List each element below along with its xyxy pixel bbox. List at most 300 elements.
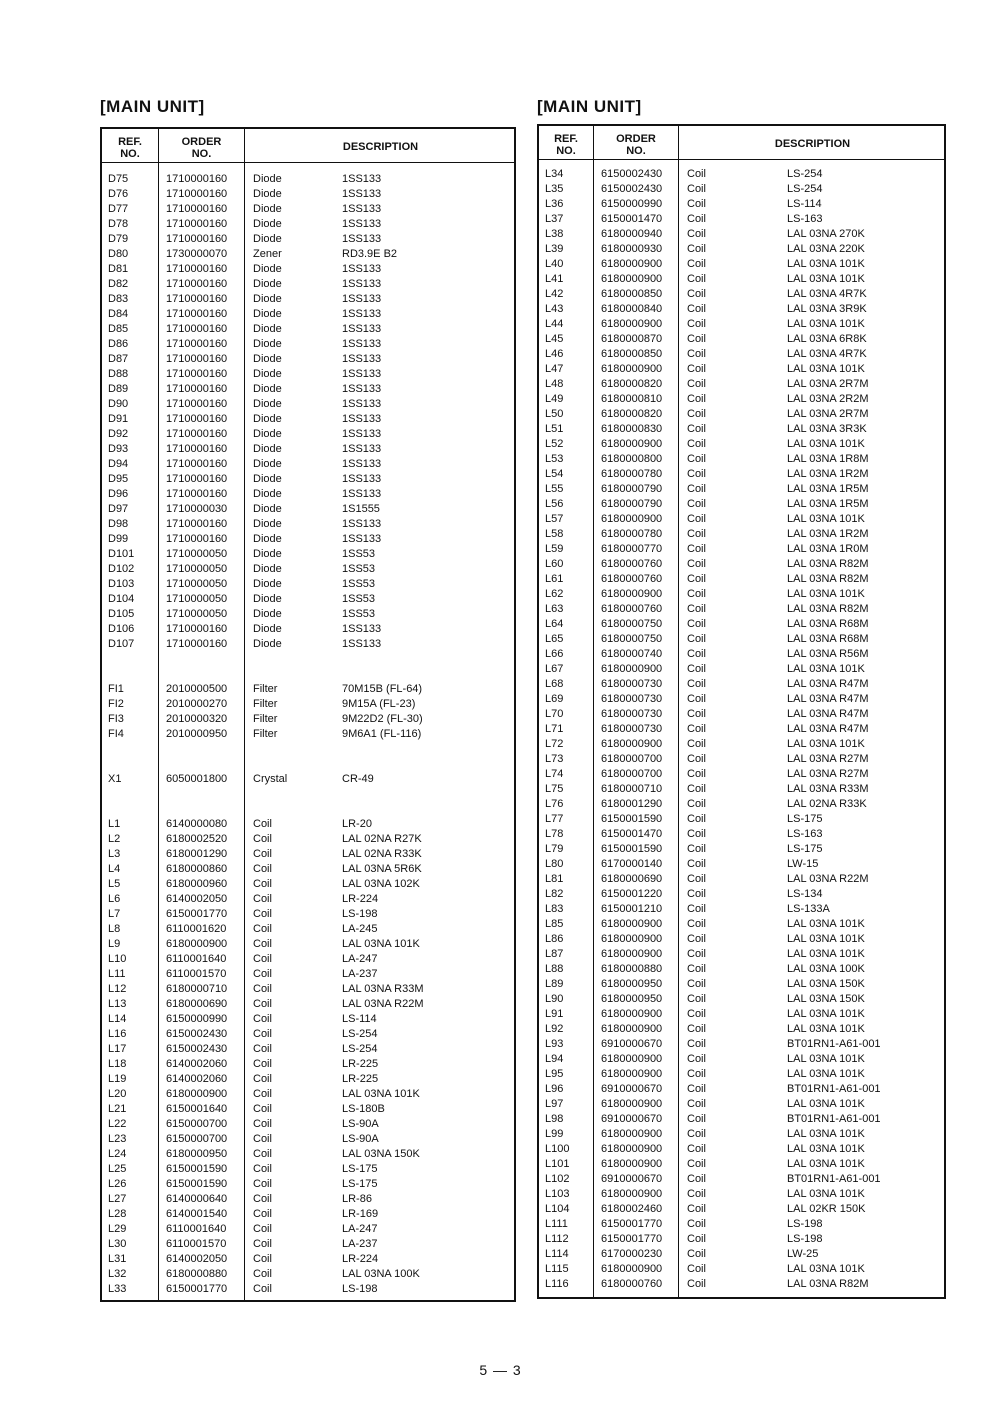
part-type-cell: Coil [687,843,706,855]
order-no-cell: 6180000950 [601,978,663,990]
table-row [539,1097,944,1112]
part-type-cell: Coil [253,1088,272,1100]
part-type-cell: Coil [687,513,706,525]
ref-cell: L58 [545,528,564,540]
part-type-cell: Coil [687,498,706,510]
table-row [539,497,944,512]
part-type-cell: Coil [687,1008,706,1020]
table-row [102,1192,514,1207]
part-type-cell: Filter [253,713,278,725]
ref-cell: FI4 [108,728,124,740]
part-value-cell: LAL 03NA R82M [787,1278,869,1290]
order-no-cell: 6150001470 [601,828,663,840]
ref-cell: L20 [108,1088,127,1100]
table-row [102,532,514,547]
part-value-cell: LAL 03NA 101K [787,1023,865,1035]
order-no-cell: 6150001640 [166,1103,228,1115]
ref-cell: D82 [108,278,129,290]
part-value-cell: LAL 03NA 4R7K [787,348,867,360]
part-type-cell: Coil [253,1013,272,1025]
table-row [539,392,944,407]
part-value-cell: LAL 03NA 2R7M [787,408,869,420]
ref-cell: D106 [108,623,135,635]
table-row [102,352,514,367]
table-row [539,1127,944,1142]
part-type-cell: Coil [687,1278,706,1290]
part-value-cell: 1SS53 [342,548,376,560]
ref-cell: L73 [545,753,564,765]
table-row [539,842,944,857]
ref-cell: D86 [108,338,129,350]
order-no-cell: 6110001640 [166,953,227,965]
table-row [539,452,944,467]
ref-cell: L71 [545,723,564,735]
part-value-cell: LAL 03NA 101K [342,938,420,950]
part-type-cell: Filter [253,728,278,740]
table-row [102,1117,514,1132]
part-value-cell: LAL 03NA R82M [787,558,869,570]
part-type-cell: Coil [253,908,272,920]
ref-cell: L48 [545,378,564,390]
table-row [102,1237,514,1252]
order-no-cell: 6150000990 [166,1013,228,1025]
ref-cell: L4 [108,863,121,875]
table-row [539,1262,944,1277]
table-row [539,302,944,317]
part-value-cell: BT01RN1-A61-001 [787,1173,881,1185]
part-value-cell: 1SS133 [342,323,382,335]
part-type-cell: Diode [253,308,282,320]
table-row [102,1072,514,1087]
ref-cell: L87 [545,948,564,960]
ref-cell: D92 [108,428,129,440]
part-type-cell: Coil [687,1203,706,1215]
ref-cell: L98 [545,1113,564,1125]
table-row [102,1027,514,1042]
ref-cell: L65 [545,633,564,645]
table-row [102,397,514,412]
ref-cell: L53 [545,453,564,465]
part-type-cell: Diode [253,218,282,230]
ref-cell: L66 [545,648,564,660]
order-no-cell: 6180000900 [601,663,663,675]
order-no-cell: 6180000880 [166,1268,228,1280]
ref-cell: L79 [545,843,564,855]
table-row [539,722,944,737]
part-type-cell: Coil [687,438,706,450]
ref-cell: D105 [108,608,135,620]
table-row [102,652,514,667]
part-type-cell: Coil [687,693,706,705]
part-value-cell: 9M6A1 (FL-116) [342,728,422,740]
table-row [539,557,944,572]
part-value-cell: LAL 03NA 101K [787,948,865,960]
part-type-cell: Coil [253,863,272,875]
part-type-cell: Coil [687,993,706,1005]
part-value-cell: 1SS53 [342,608,376,620]
ref-cell: D107 [108,638,135,650]
order-no-cell: 6140002060 [166,1073,228,1085]
part-type-cell: Coil [687,183,706,195]
ref-cell: L13 [108,998,127,1010]
part-type-cell: Coil [687,768,706,780]
part-type-cell: Coil [687,1173,706,1185]
part-type-cell: Coil [687,708,706,720]
order-no-cell: 1710000160 [166,293,228,305]
part-value-cell: LS-133A [787,903,830,915]
part-value-cell: LS-254 [787,183,823,195]
order-no-cell: 1730000070 [166,248,228,260]
part-type-cell: Coil [687,363,706,375]
ref-cell: L91 [545,1008,564,1020]
part-value-cell: LAL 03NA 150K [787,993,865,1005]
part-type-cell: Coil [687,1113,706,1125]
order-no-cell: 1710000160 [166,188,228,200]
part-value-cell: LS-163 [787,213,823,225]
order-no-cell: 1710000030 [166,503,228,515]
ref-cell: L57 [545,513,564,525]
part-value-cell: LAL 03NA R47M [787,693,869,705]
part-type-cell: Diode [253,278,282,290]
part-type-cell: Diode [253,623,282,635]
ref-cell: L49 [545,393,564,405]
table-row [539,197,944,212]
order-no-cell: 6180000900 [166,1088,228,1100]
part-value-cell: 1SS133 [342,233,382,245]
part-type-cell: Diode [253,188,282,200]
order-no-cell: 6140002050 [166,1253,228,1265]
table-row [539,362,944,377]
table-row [539,512,944,527]
part-value-cell: 1SS133 [342,458,382,470]
table-row [102,1222,514,1237]
order-no-cell: 6180000900 [601,1068,663,1080]
order-no-cell: 6180000900 [601,1008,663,1020]
ref-cell: L14 [108,1013,127,1025]
part-value-cell: LAL 02NA R33K [787,798,867,810]
part-value-cell: LS-198 [342,908,378,920]
order-no-cell: 6180000900 [601,1158,663,1170]
order-no-cell: 6910000670 [601,1083,663,1095]
table-row [102,1177,514,1192]
table-row [102,382,514,397]
part-type-cell: Diode [253,488,282,500]
part-value-cell: LAL 03NA 101K [787,588,865,600]
table-row [539,602,944,617]
part-value-cell: RD3.9E B2 [342,248,398,260]
ref-cell: FI3 [108,713,124,725]
table-row [539,827,944,842]
part-value-cell: LAL 03NA R82M [787,573,869,585]
order-no-cell: 6150001590 [166,1163,228,1175]
part-type-cell: Diode [253,293,282,305]
part-value-cell: LW-25 [787,1248,819,1260]
table-row [539,332,944,347]
part-value-cell: LA-237 [342,1238,378,1250]
part-value-cell: LAL 03NA 101K [787,933,865,945]
part-type-cell: Coil [687,303,706,315]
table-row [102,172,514,187]
part-value-cell: 1SS133 [342,533,382,545]
part-value-cell: LAL 03NA 3R3K [787,423,867,435]
part-value-cell: LS-114 [787,198,822,210]
table-row [102,982,514,997]
part-type-cell: Coil [687,318,706,330]
part-value-cell: 1SS133 [342,188,382,200]
table-row [539,902,944,917]
part-value-cell: LAL 03NA R27M [787,768,869,780]
order-no-cell: 6150001470 [601,213,663,225]
table-row [539,677,944,692]
page-number: 5 — 3 [479,1362,522,1378]
ref-cell: L12 [108,983,127,995]
part-value-cell: LAL 03NA 101K [787,918,865,930]
ref-cell: L75 [545,783,564,795]
ref-cell: D102 [108,563,135,575]
table-row [539,182,944,197]
table-row [539,467,944,482]
header-order-no: ORDER NO. [181,136,222,160]
ref-cell: L64 [545,618,564,630]
part-value-cell: LA-247 [342,1223,378,1235]
part-type-cell: Coil [253,1073,272,1085]
ref-cell: L29 [108,1223,127,1235]
table-row [102,307,514,322]
part-type-cell: Coil [687,798,706,810]
part-type-cell: Coil [687,468,706,480]
part-value-cell: LAL 02KR 150K [787,1203,866,1215]
table-row [539,482,944,497]
table-row [102,1282,514,1297]
order-no-cell: 6180000760 [601,1278,663,1290]
ref-cell: L112 [545,1233,569,1245]
order-no-cell: 1710000160 [166,638,228,650]
part-type-cell: Coil [687,543,706,555]
table-row [102,262,514,277]
table-row [539,617,944,632]
header-ref-no: REF. NO. [118,136,142,160]
table-row [539,1037,944,1052]
table-row [539,287,944,302]
ref-cell: D90 [108,398,129,410]
order-no-cell: 6910000670 [601,1038,663,1050]
order-no-cell: 1710000160 [166,443,228,455]
table-row [539,767,944,782]
ref-cell: L59 [545,543,564,555]
order-no-cell: 6180000750 [601,633,663,645]
table-row [539,962,944,977]
order-no-cell: 6180000860 [166,863,228,875]
part-type-cell: Coil [687,888,706,900]
order-no-cell: 6140001540 [166,1208,228,1220]
ref-cell: D77 [108,203,129,215]
part-value-cell: LAL 03NA 101K [787,1053,865,1065]
right-unit-title: [MAIN UNIT] [537,97,642,116]
part-value-cell: LAL 03NA 101K [787,513,865,525]
ref-cell: L6 [108,893,121,905]
order-no-cell: 1710000160 [166,458,228,470]
part-type-cell: Coil [687,648,706,660]
part-type-cell: Coil [687,1233,706,1245]
ref-cell: L99 [545,1128,564,1140]
part-value-cell: 1SS133 [342,308,382,320]
ref-cell: L111 [545,1218,568,1230]
table-row [102,577,514,592]
ref-cell: L95 [545,1068,564,1080]
part-value-cell: LS-198 [787,1233,823,1245]
part-value-cell: LAL 03NA 101K [787,1128,865,1140]
ref-cell: L96 [545,1083,564,1095]
part-type-cell: Coil [253,1208,272,1220]
part-value-cell: LAL 03NA 3R9K [787,303,867,315]
order-no-cell: 6180000900 [601,1053,663,1065]
table-row [539,1247,944,1262]
ref-cell: L62 [545,588,564,600]
order-no-cell: 6180000730 [601,693,663,705]
order-no-cell: 6180000790 [601,498,663,510]
part-value-cell: BT01RN1-A61-001 [787,1038,881,1050]
table-row [539,242,944,257]
part-value-cell: LAL 03NA 6R8K [787,333,867,345]
ref-cell: D104 [108,593,135,605]
table-row [102,1162,514,1177]
part-type-cell: Coil [253,998,272,1010]
table-row [539,932,944,947]
table-row [539,1112,944,1127]
ref-cell: D81 [108,263,129,275]
order-no-cell: 6180000760 [601,558,663,570]
part-value-cell: 1SS133 [342,383,382,395]
table-row [102,967,514,982]
part-value-cell: LR-225 [342,1073,379,1085]
part-type-cell: Diode [253,368,282,380]
table-row [539,422,944,437]
table-row [539,212,944,227]
ref-cell: L61 [545,573,564,585]
part-value-cell: 1SS53 [342,563,376,575]
order-no-cell: 6150000700 [166,1133,228,1145]
ref-cell: L104 [545,1203,570,1215]
part-type-cell: Coil [253,878,272,890]
table-row [102,922,514,937]
order-no-cell: 6180000850 [601,348,663,360]
part-type-cell: Coil [687,198,706,210]
table-row [102,787,514,802]
part-value-cell: LR-169 [342,1208,379,1220]
ref-cell: D80 [108,248,129,260]
ref-cell: D84 [108,308,129,320]
part-type-cell: Coil [253,848,272,860]
ref-cell: L17 [108,1043,127,1055]
ref-cell: L42 [545,288,564,300]
table-row [102,247,514,262]
part-value-cell: LAL 03NA 102K [342,878,420,890]
part-value-cell: 1SS133 [342,413,382,425]
table-row [102,427,514,442]
ref-cell: L34 [545,168,564,180]
part-type-cell: Coil [253,1223,272,1235]
ref-cell: L26 [108,1178,127,1190]
table-row [539,1022,944,1037]
part-type-cell: Coil [687,813,706,825]
order-no-cell: 1710000160 [166,323,228,335]
ref-cell: L47 [545,363,564,375]
part-value-cell: LAL 03NA R47M [787,708,869,720]
table-row [102,622,514,637]
ref-cell: L77 [545,813,564,825]
order-no-cell: 6150001220 [601,888,663,900]
order-no-cell: 6180000900 [601,513,663,525]
ref-cell: L68 [545,678,564,690]
part-value-cell: LAL 03NA R56M [787,648,869,660]
part-value-cell: LAL 03NA 101K [787,273,865,285]
part-value-cell: LAL 03NA 101K [787,1263,865,1275]
part-value-cell: LAL 03NA 101K [787,1098,865,1110]
table-row [102,187,514,202]
order-no-cell: 6110001640 [166,1223,227,1235]
part-value-cell: LR-224 [342,893,379,905]
order-no-cell: 1710000160 [166,173,228,185]
order-no-cell: 6140002050 [166,893,228,905]
ref-cell: L22 [108,1118,127,1130]
part-value-cell: LAL 03NA R68M [787,618,869,630]
order-no-cell: 6150001590 [601,843,663,855]
part-type-cell: Coil [253,938,272,950]
order-no-cell: 6150002430 [601,183,663,195]
order-no-cell: 1710000050 [166,548,228,560]
part-value-cell: LAL 03NA 270K [787,228,865,240]
ref-cell: D85 [108,323,129,335]
part-value-cell: LAL 03NA 101K [787,258,865,270]
table-row [539,872,944,887]
header-order-no: ORDER NO. [616,133,656,157]
order-no-cell: 1710000050 [166,578,228,590]
part-value-cell: 1SS133 [342,638,382,650]
order-no-cell: 1710000160 [166,308,228,320]
order-no-cell: 6180000690 [166,998,228,1010]
order-no-cell: 1710000160 [166,368,228,380]
part-value-cell: BT01RN1-A61-001 [787,1083,881,1095]
table-row [539,1172,944,1187]
ref-cell: L94 [545,1053,564,1065]
part-type-cell: Coil [687,618,706,630]
part-type-cell: Diode [253,338,282,350]
table-row [102,757,514,772]
ref-cell: L33 [108,1283,127,1295]
order-no-cell: 6150002430 [601,168,663,180]
order-no-cell: 6170000230 [601,1248,663,1260]
order-no-cell: 6170000140 [601,858,663,870]
ref-cell: D88 [108,368,129,380]
table-row [539,692,944,707]
ref-cell: D101 [108,548,135,560]
part-value-cell: LS-254 [787,168,823,180]
order-no-cell: 6180000730 [601,723,663,735]
order-no-cell: 6180000900 [601,1143,663,1155]
table-row [539,1217,944,1232]
ref-cell: L2 [108,833,121,845]
ref-cell: L70 [545,708,564,720]
order-no-cell: 6180000770 [601,543,663,555]
part-type-cell: Diode [253,233,282,245]
table-row [539,542,944,557]
order-no-cell: 6910000670 [601,1173,663,1185]
table-row [102,727,514,742]
part-value-cell: LS-114 [342,1013,377,1025]
ref-cell: L102 [545,1173,570,1185]
order-no-cell: 1710000050 [166,593,228,605]
table-row [102,1057,514,1072]
